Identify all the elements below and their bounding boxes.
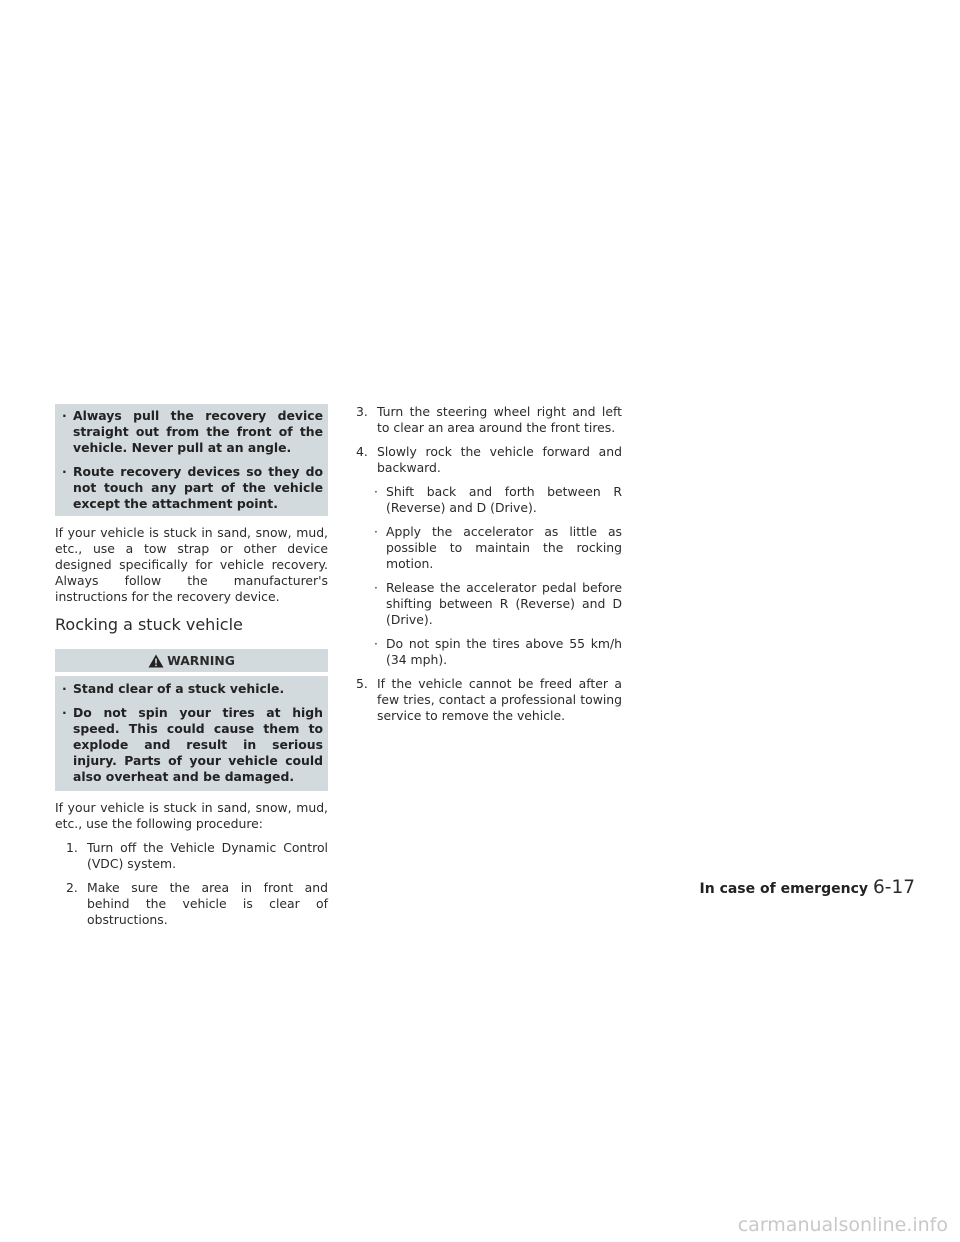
- warning-item: · Do not spin your tires at high speed. This could cause them to explode and result in serious injury. Parts of your vehicle could also overheat and be damaged.: [62, 705, 323, 784]
- bullet-icon: ·: [374, 580, 378, 595]
- step-number: 5.: [356, 676, 368, 691]
- step-number: 2.: [66, 880, 78, 895]
- footer-section-title: In case of emergency: [699, 881, 868, 897]
- page-footer: [700, 877, 915, 898]
- step-text: If the vehicle cannot be freed after a few tries, contact a professional towing service to remove the vehicle.: [377, 676, 622, 723]
- step-list-left: [55, 840, 328, 928]
- step-number: 3.: [356, 404, 368, 419]
- bullet-icon: ·: [62, 705, 67, 720]
- step-text: Turn off the Vehicle Dynamic Control (VDC) system.: [87, 840, 328, 871]
- bullet-icon: ·: [62, 464, 67, 479]
- page-number: 6-17: [873, 877, 915, 898]
- step-text: Turn the steering wheel right and left to clear an area around the front tires.: [377, 404, 622, 435]
- bullet-icon: ·: [62, 408, 67, 423]
- step-text: Make sure the area in front and behind the vehicle is clear of obstructions.: [87, 880, 328, 927]
- substep-item: · Apply the accelerator as little as possible to maintain the rocking motion.: [374, 524, 622, 571]
- warning-label: WARNING: [167, 652, 235, 668]
- warning-box: [55, 676, 328, 791]
- substep-item: · Release the accelerator pedal before shifting between R (Reverse) and D (Drive).: [374, 580, 622, 627]
- step-item: [356, 676, 622, 724]
- bullet-icon: ·: [374, 524, 378, 539]
- bullet-icon: ·: [62, 681, 67, 696]
- substep-item: · Shift back and forth between R (Reverse) and D (Drive).: [374, 484, 622, 515]
- watermark: carmanualsonline.info: [737, 1214, 948, 1236]
- step4-substeps: [373, 484, 622, 668]
- intro-paragraph: If your vehicle is stuck in sand, snow, mud, etc., use a tow strap or other device designed specifically for vehicle recovery. Always follow the manufacturer's instructions for the recovery device.: [55, 525, 328, 604]
- left-column: [55, 404, 328, 928]
- step-number: 1.: [66, 840, 78, 855]
- section-heading: Rocking a stuck vehicle: [55, 615, 243, 634]
- substep-item: · Do not spin the tires above 55 km/h (34 mph).: [374, 636, 622, 667]
- warning-header: [55, 649, 328, 672]
- warning-triangle-icon: [148, 654, 164, 668]
- bullet-icon: ·: [374, 636, 378, 651]
- warning-item: · Always pull the recovery device straight out from the front of the vehicle. Never pull at an angle.: [62, 408, 323, 455]
- right-column: [356, 404, 622, 724]
- step-item: [66, 840, 328, 872]
- step-item: [356, 444, 622, 476]
- step-item: [66, 880, 328, 928]
- step-number: 4.: [356, 444, 368, 459]
- top-warning-box: [55, 404, 328, 516]
- step-item: [356, 404, 622, 436]
- warning-item: · Stand clear of a stuck vehicle.: [62, 681, 285, 696]
- bullet-icon: ·: [374, 484, 378, 499]
- warning-item: · Route recovery devices so they do not touch any part of the vehicle except the attachment point.: [62, 464, 323, 511]
- procedure-intro: If your vehicle is stuck in sand, snow, mud, etc., use the following procedure:: [55, 800, 328, 831]
- step-text: Slowly rock the vehicle forward and backward.: [377, 444, 622, 475]
